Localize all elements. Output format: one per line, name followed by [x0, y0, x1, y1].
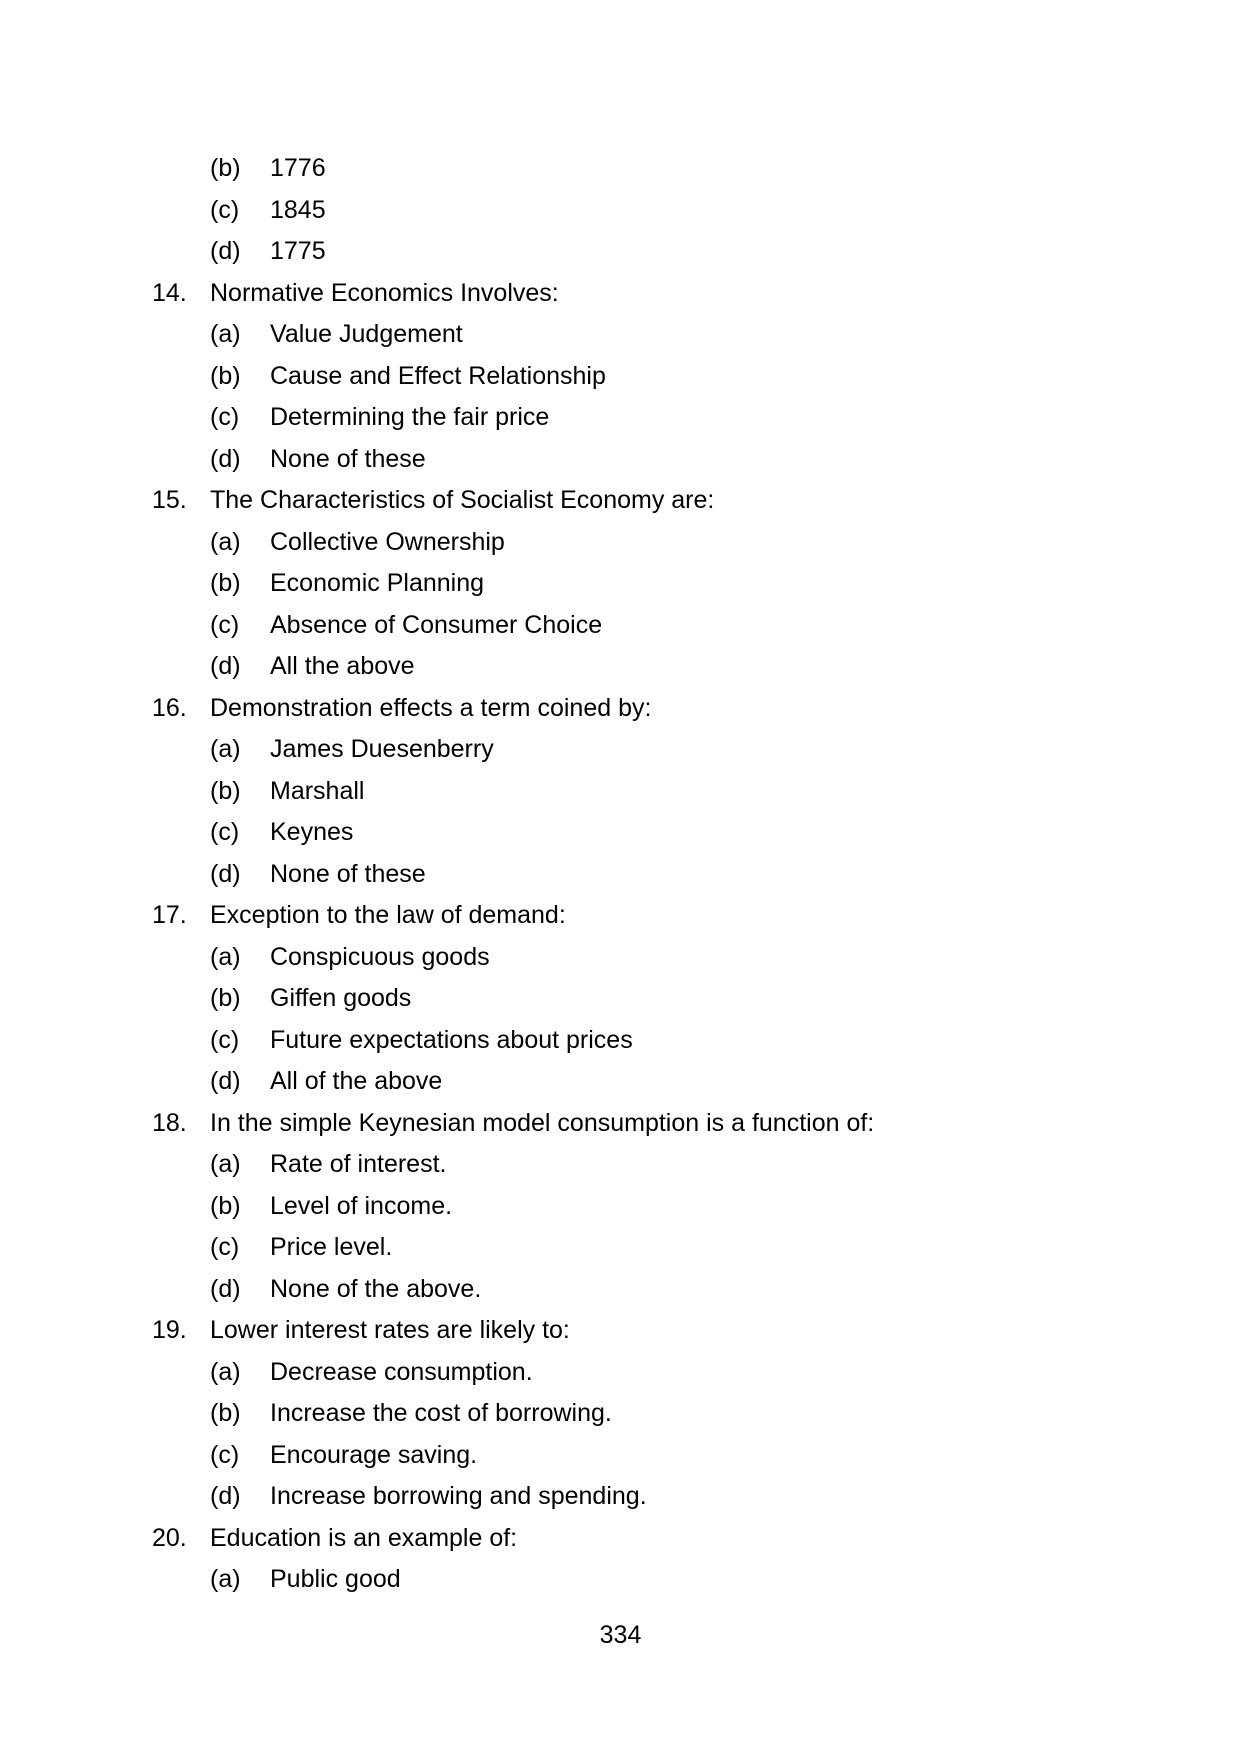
option-letter: (b)	[210, 1399, 241, 1427]
option-letter: (c)	[210, 1025, 240, 1054]
option-line	[0, 1186, 1241, 1228]
question-number: 20.	[152, 1523, 187, 1552]
option-letter: (b)	[210, 776, 241, 805]
option-line	[0, 356, 1241, 398]
option-text: Decrease consumption.	[270, 1357, 533, 1386]
option-letter: (d)	[210, 1067, 241, 1095]
option-letter: (a)	[210, 1150, 241, 1178]
option-text: Marshall	[270, 776, 365, 805]
option-text: None of the above.	[270, 1274, 482, 1303]
question-line	[0, 1103, 1241, 1145]
option-line	[0, 1061, 1241, 1103]
option-letter: (a)	[210, 320, 241, 348]
option-letter: (b)	[210, 154, 241, 182]
page-number: 334	[599, 1621, 642, 1649]
question-text: In the simple Keynesian model consumption is a function of:	[210, 1108, 875, 1137]
option-line	[0, 439, 1241, 481]
option-letter: (c)	[210, 818, 240, 846]
option-text: Conspicuous goods	[270, 942, 490, 971]
option-line	[0, 148, 1241, 190]
question-line	[0, 688, 1241, 730]
option-line	[0, 563, 1241, 605]
option-text: Absence of Consumer Choice	[270, 610, 603, 639]
option-letter: (b)	[210, 984, 241, 1012]
question-line	[0, 1518, 1241, 1560]
option-text: Increase borrowing and spending.	[270, 1482, 647, 1510]
option-text: Price level.	[270, 1233, 393, 1261]
option-letter: (d)	[210, 652, 241, 680]
option-text: All of the above	[270, 1067, 443, 1095]
option-text: Public good	[270, 1565, 401, 1593]
option-text: Level of income.	[270, 1191, 453, 1220]
question-text: Education is an example of:	[210, 1523, 518, 1552]
question-line	[0, 1310, 1241, 1352]
option-text: 1775	[270, 237, 326, 265]
option-letter: (d)	[210, 237, 241, 265]
question-text: Lower interest rates are likely to:	[210, 1316, 570, 1344]
option-line	[0, 397, 1241, 439]
option-text: James Duesenberry	[270, 735, 494, 763]
option-line	[0, 854, 1241, 896]
option-text: 1776	[270, 154, 326, 182]
question-number: 18.	[152, 1108, 187, 1137]
option-letter: (c)	[210, 1440, 240, 1469]
question-line	[0, 895, 1241, 937]
option-letter: (d)	[210, 444, 241, 473]
option-line	[0, 978, 1241, 1020]
option-line	[0, 1020, 1241, 1062]
option-line	[0, 1435, 1241, 1477]
option-text: Giffen goods	[270, 984, 412, 1012]
question-number: 19.	[152, 1316, 187, 1344]
question-list	[0, 148, 1241, 1601]
option-letter: (c)	[210, 195, 240, 224]
option-line	[0, 1352, 1241, 1394]
option-text: None of these	[270, 444, 426, 473]
question-number: 16.	[152, 693, 187, 722]
option-line	[0, 231, 1241, 273]
option-text: Determining the fair price	[270, 403, 550, 431]
option-letter: (b)	[210, 361, 241, 390]
question-text: The Characteristics of Socialist Economy are:	[210, 486, 715, 514]
option-line	[0, 1269, 1241, 1311]
option-line	[0, 771, 1241, 813]
question-text: Normative Economics Involves:	[210, 278, 559, 307]
option-letter: (a)	[210, 942, 241, 971]
option-text: Future expectations about prices	[270, 1025, 633, 1054]
option-text: Value Judgement	[270, 320, 463, 348]
option-letter: (d)	[210, 1482, 241, 1510]
option-line	[0, 605, 1241, 647]
option-text: All the above	[270, 652, 415, 680]
option-line	[0, 1476, 1241, 1518]
option-letter: (a)	[210, 1357, 241, 1386]
option-text: Increase the cost of borrowing.	[270, 1399, 612, 1427]
option-line	[0, 314, 1241, 356]
option-line	[0, 937, 1241, 979]
question-number: 15.	[152, 486, 187, 514]
option-line	[0, 729, 1241, 771]
option-line	[0, 812, 1241, 854]
option-letter: (d)	[210, 1274, 241, 1303]
option-text: None of these	[270, 859, 426, 888]
question-line	[0, 480, 1241, 522]
option-line	[0, 1559, 1241, 1601]
option-text: Encourage saving.	[270, 1440, 478, 1469]
option-text: 1845	[270, 195, 326, 224]
question-number: 17.	[152, 901, 187, 929]
option-letter: (b)	[210, 1191, 241, 1220]
question-text: Demonstration effects a term coined by:	[210, 693, 652, 722]
option-letter: (a)	[210, 527, 241, 556]
option-text: Cause and Effect Relationship	[270, 361, 606, 390]
option-line	[0, 1393, 1241, 1435]
option-line	[0, 522, 1241, 564]
option-letter: (c)	[210, 610, 240, 639]
question-line	[0, 273, 1241, 315]
option-line	[0, 1144, 1241, 1186]
question-text: Exception to the law of demand:	[210, 901, 566, 929]
option-letter: (a)	[210, 735, 241, 763]
option-letter: (d)	[210, 859, 241, 888]
question-number: 14.	[152, 278, 187, 307]
option-text: Keynes	[270, 818, 354, 846]
option-text: Economic Planning	[270, 569, 485, 597]
option-letter: (c)	[210, 1233, 240, 1261]
option-letter: (a)	[210, 1565, 241, 1593]
option-line	[0, 190, 1241, 232]
option-line	[0, 646, 1241, 688]
option-letter: (c)	[210, 403, 240, 431]
option-letter: (b)	[210, 569, 241, 597]
option-text: Collective Ownership	[270, 527, 505, 556]
option-text: Rate of interest.	[270, 1150, 447, 1178]
option-line	[0, 1227, 1241, 1269]
